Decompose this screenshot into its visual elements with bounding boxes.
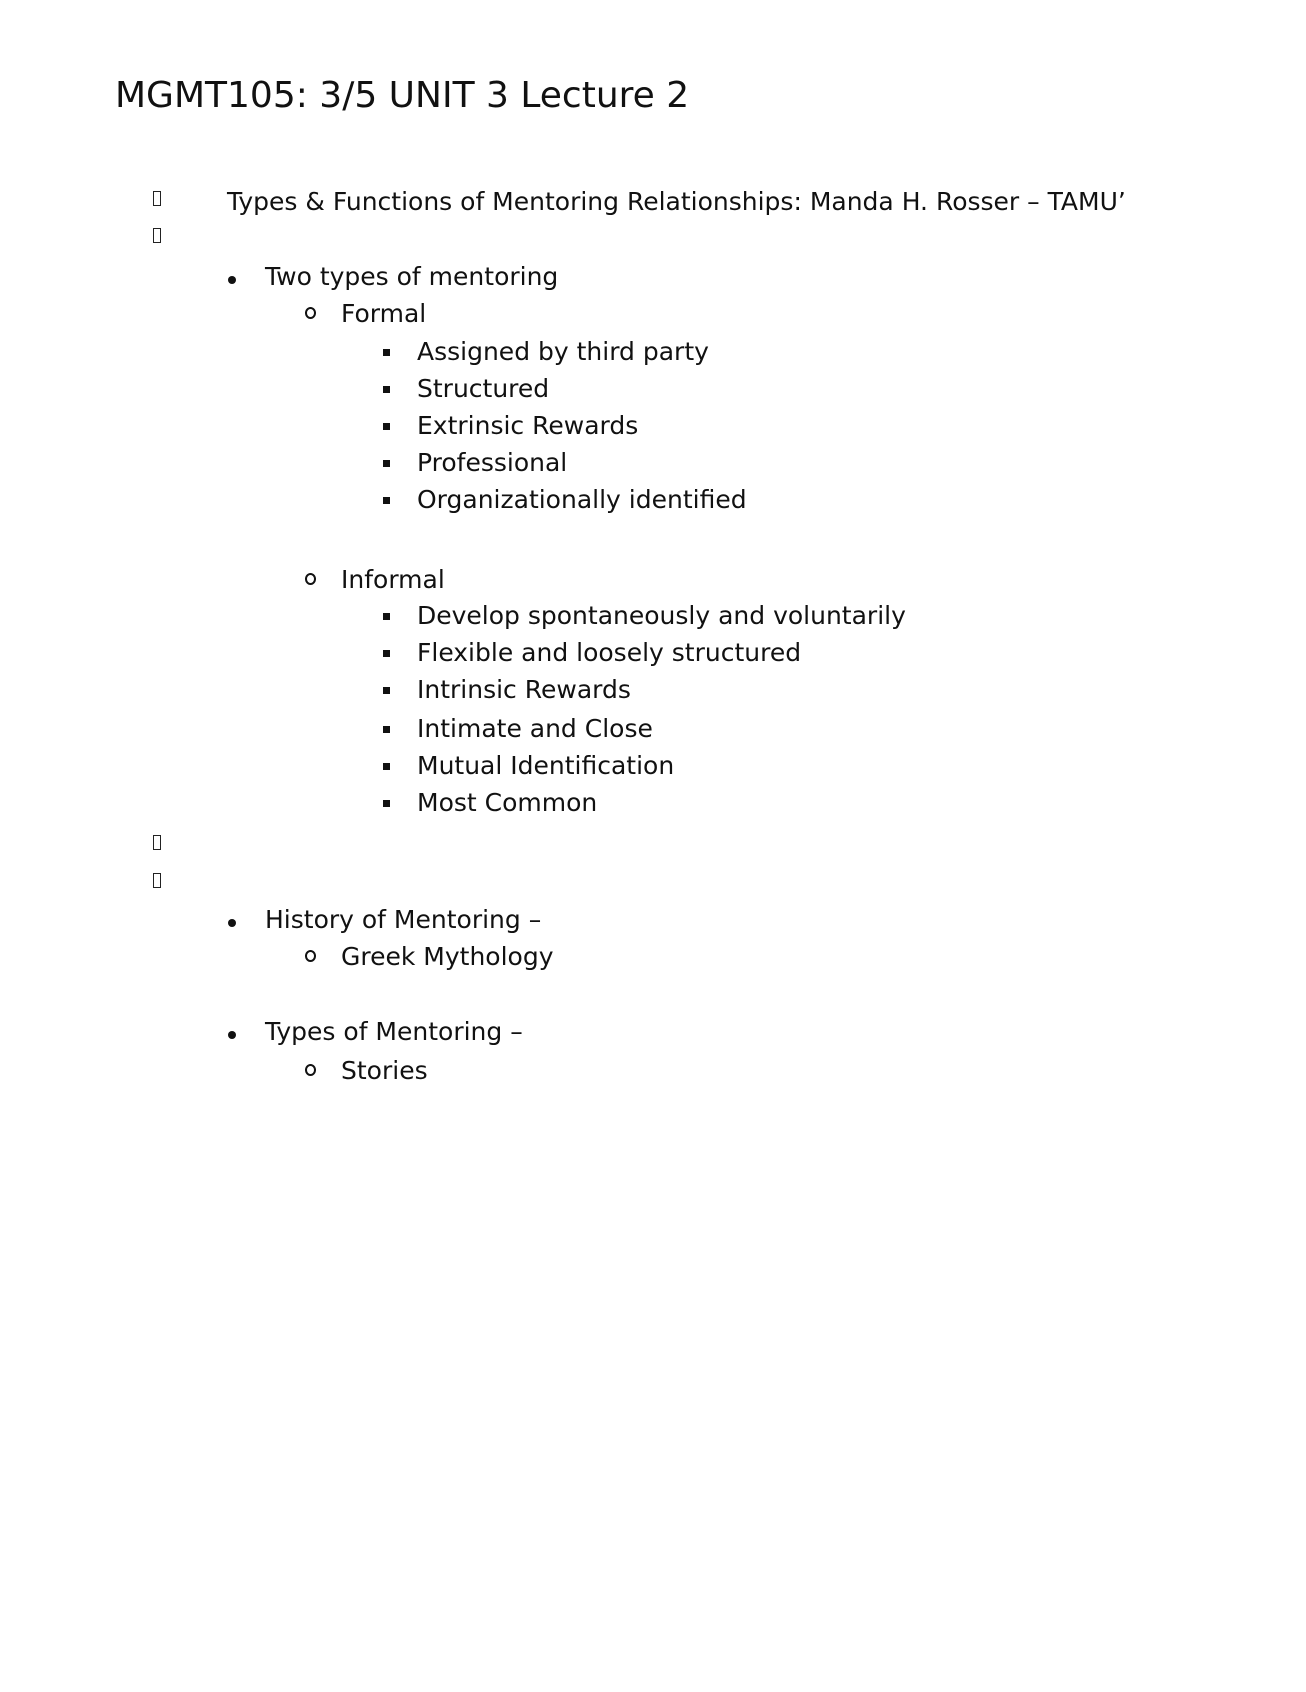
list-item-level3: Most Common [417,788,598,817]
square-bullet-icon [383,800,390,807]
list-item-level1: Types of Mentoring – [265,1017,523,1046]
square-bullet-icon [383,763,390,770]
circle-bullet-icon [305,573,316,585]
disc-bullet-icon [228,276,236,284]
list-item-level3: Extrinsic Rewards [417,411,639,440]
disc-bullet-icon [228,1031,236,1039]
square-bullet-icon [383,423,390,430]
list-item-level2: Formal [341,299,427,328]
missing-glyph-icon [153,873,161,888]
square-bullet-icon [383,460,390,467]
missing-glyph-icon [153,191,161,206]
square-bullet-icon [383,349,390,356]
list-item-level3: Structured [417,374,550,403]
missing-glyph-icon [153,835,161,850]
square-bullet-icon [383,497,390,504]
list-item-level3: Assigned by third party [417,337,709,366]
list-item-level3: Organizationally identified [417,485,747,514]
list-item-level1: History of Mentoring – [265,905,542,934]
square-bullet-icon [383,650,390,657]
missing-glyph-icon [153,228,161,243]
list-item-level2: Stories [341,1056,428,1085]
circle-bullet-icon [305,1064,316,1076]
list-item-level3: Flexible and loosely structured [417,638,802,667]
list-item-level3: Professional [417,448,568,477]
list-item-level2: Informal [341,565,445,594]
list-item-level3: Mutual Identification [417,751,675,780]
circle-bullet-icon [305,950,316,962]
page-title: MGMT105: 3/5 UNIT 3 Lecture 2 [115,75,690,116]
square-bullet-icon [383,726,390,733]
circle-bullet-icon [305,307,316,319]
disc-bullet-icon [228,919,236,927]
list-item-level3: Intimate and Close [417,714,653,743]
section-heading: Types & Functions of Mentoring Relationships: Manda H. Rosser – TAMU’ [227,187,1126,216]
list-item-level3: Intrinsic Rewards [417,675,631,704]
list-item-level2: Greek Mythology [341,942,554,971]
list-item-level1: Two types of mentoring [265,262,559,291]
square-bullet-icon [383,386,390,393]
list-item-level3: Develop spontaneously and voluntarily [417,601,906,630]
square-bullet-icon [383,613,390,620]
square-bullet-icon [383,687,390,694]
